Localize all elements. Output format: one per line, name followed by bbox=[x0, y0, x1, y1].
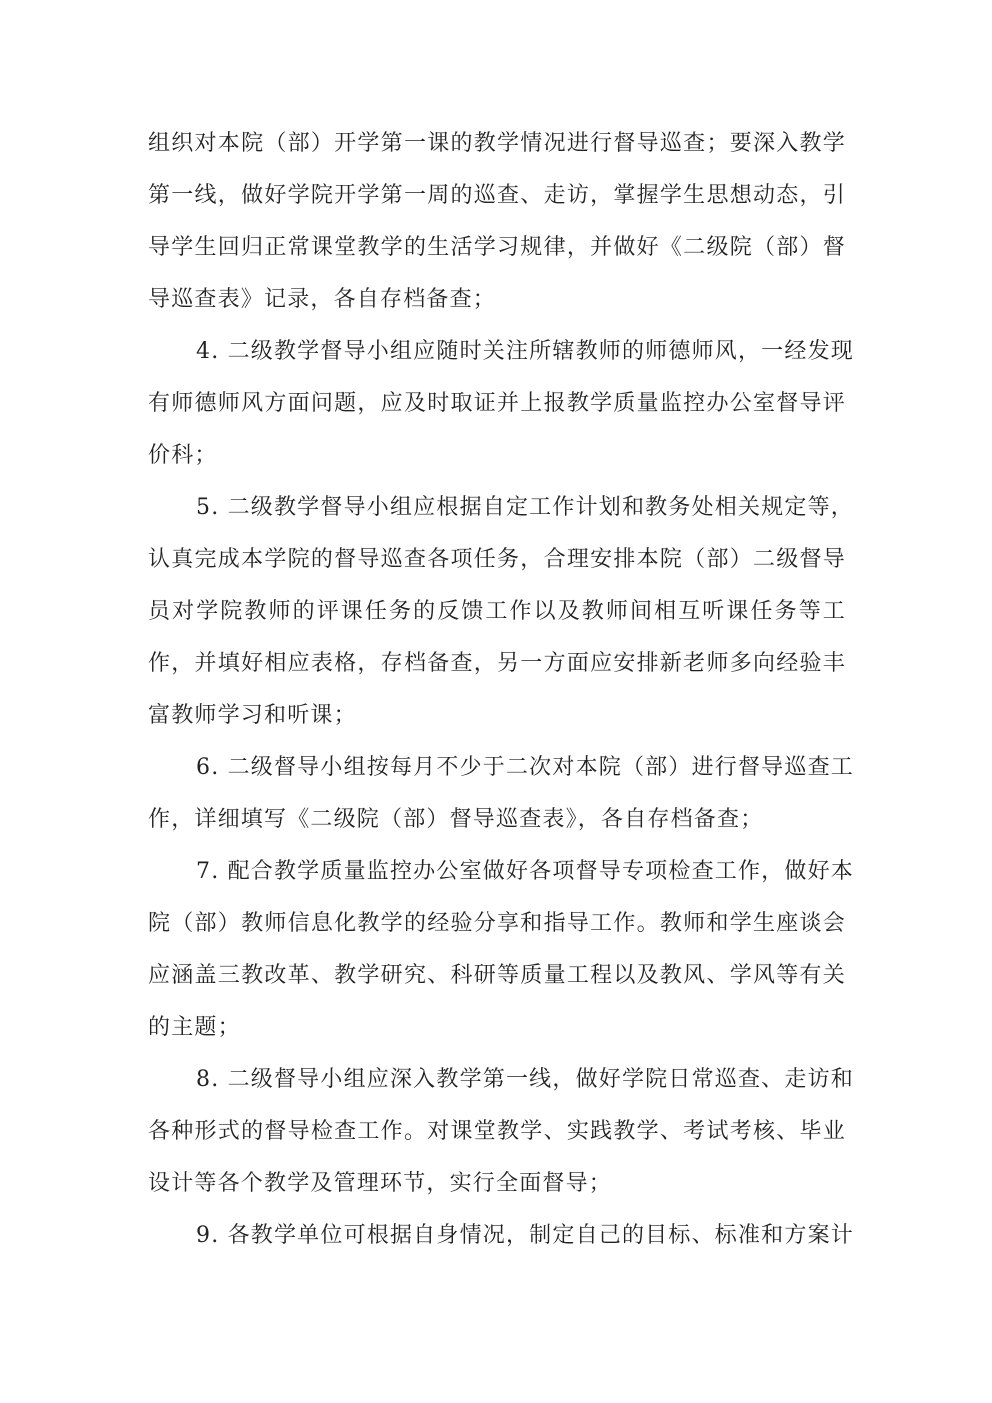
text-line: 设计等各个教学及管理环节，实行全面督导； bbox=[148, 1171, 613, 1196]
text-line: 作，并填好相应表格，存档备查，另一方面应安排新老师多向经验丰 bbox=[148, 651, 846, 676]
paragraph-continuation-paragraph bbox=[148, 118, 846, 326]
text-line: 组织对本院（部）开学第一课的教学情况进行督导巡查；要深入教学 bbox=[148, 131, 846, 156]
text-line: 第一线，做好学院开学第一周的巡查、走访，掌握学生思想动态，引 bbox=[148, 183, 846, 208]
text-line: 7. 配合教学质量监控办公室做好各项督导专项检查工作，做好本 bbox=[196, 859, 854, 884]
text-line: 8. 二级督导小组应深入教学第一线，做好学院日常巡查、走访和 bbox=[196, 1067, 854, 1092]
text-line: 有师德师风方面问题，应及时取证并上报教学质量监控办公室督导评 bbox=[148, 391, 846, 416]
paragraph-item-5 bbox=[148, 482, 854, 742]
text-line: 认真完成本学院的督导巡查各项任务，合理安排本院（部）二级督导 bbox=[148, 547, 846, 572]
paragraph-item-8 bbox=[148, 1054, 854, 1210]
text-line: 作，详细填写《二级院（部）督导巡查表》，各自存档备查； bbox=[148, 807, 764, 832]
text-line: 富教师学习和听课； bbox=[148, 703, 357, 728]
text-line: 9. 各教学单位可根据自身情况，制定自己的目标、标准和方案计 bbox=[196, 1223, 854, 1248]
text-line: 导巡查表》记录，各自存档备查； bbox=[148, 287, 497, 312]
text-line: 的主题； bbox=[148, 1015, 241, 1040]
text-line: 价科； bbox=[148, 443, 218, 468]
text-block bbox=[148, 118, 854, 1262]
paragraph-item-6 bbox=[148, 742, 854, 846]
text-line: 5. 二级教学督导小组应根据自定工作计划和教务处相关规定等， bbox=[196, 495, 854, 520]
text-line: 各种形式的督导检查工作。对课堂教学、实践教学、考试考核、毕业 bbox=[148, 1119, 846, 1144]
text-line: 应涵盖三教改革、教学研究、科研等质量工程以及教风、学风等有关 bbox=[148, 963, 846, 988]
text-line: 4. 二级教学督导小组应随时关注所辖教师的师德师风，一经发现 bbox=[196, 339, 854, 364]
paragraph-item-7 bbox=[148, 846, 854, 1054]
text-line: 院（部）教师信息化教学的经验分享和指导工作。教师和学生座谈会 bbox=[148, 911, 846, 936]
text-line: 员对学院教师的评课任务的反馈工作以及教师间相互听课任务等工 bbox=[148, 599, 846, 624]
paragraph-item-4 bbox=[148, 326, 854, 482]
paragraph-item-9 bbox=[148, 1210, 854, 1262]
text-line: 导学生回归正常课堂教学的生活学习规律，并做好《二级院（部）督 bbox=[148, 235, 846, 260]
text-line: 6. 二级督导小组按每月不少于二次对本院（部）进行督导巡查工 bbox=[196, 755, 854, 780]
